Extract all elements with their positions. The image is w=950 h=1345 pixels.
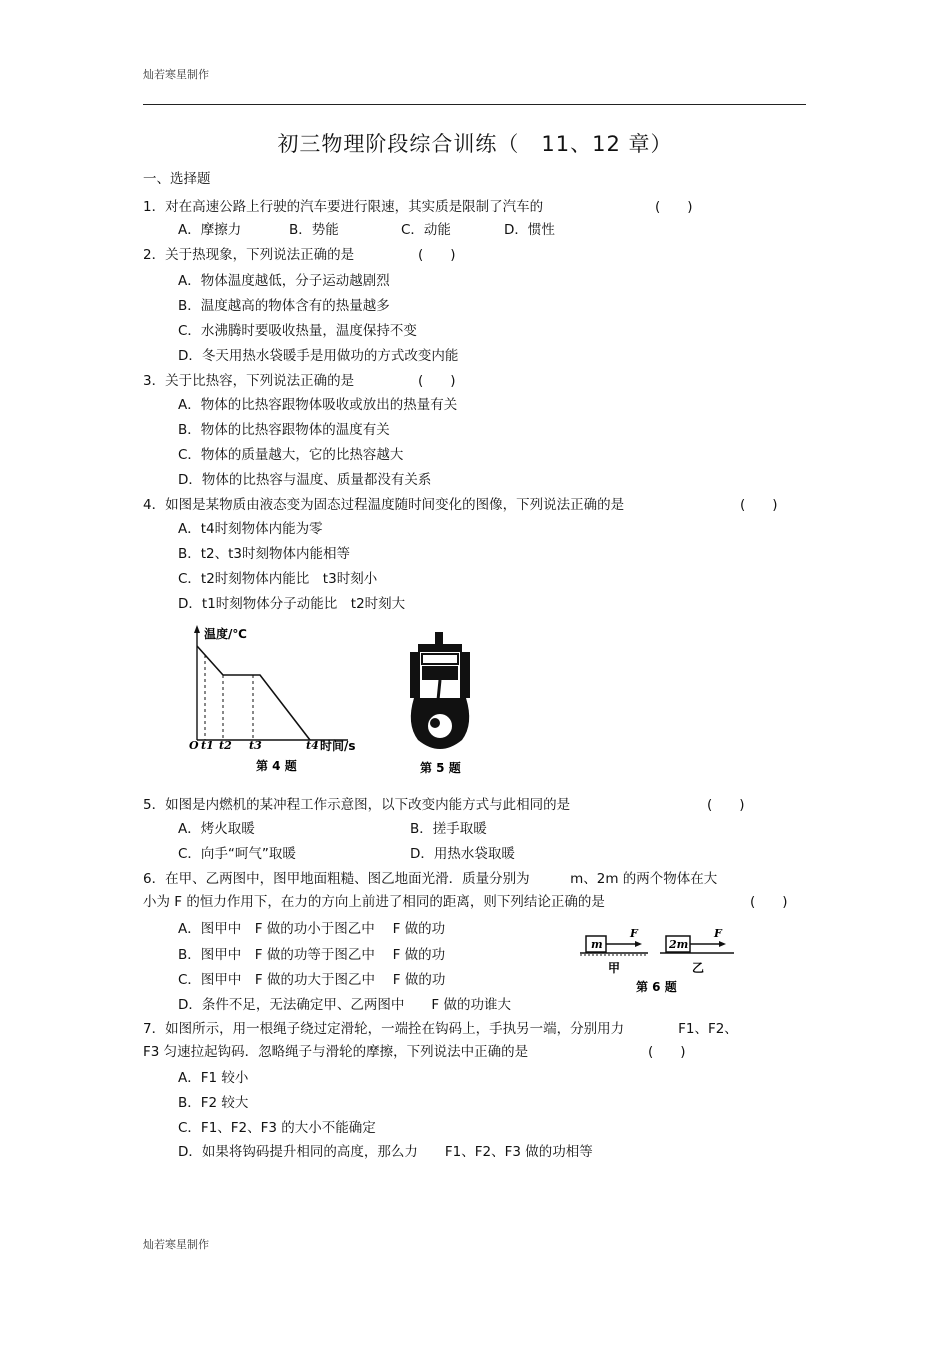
tick-t3: t3 [249,739,262,752]
q3-option-b: B．物体的比热容跟物体的温度有关 [178,422,390,438]
q5-option-b: B．搓手取暖 [410,821,487,837]
spark-plug [435,632,443,644]
block-2m-label: 2m [669,938,689,951]
page-title: 初三物理阶段综合训练（ 11、12 章） [277,132,673,156]
q4-answer-paren: ( ) [740,497,778,513]
cylinder-wall-left [410,652,420,698]
q7-stem-line1: 7．如图所示，用一根绳子绕过定滑轮，一端拴在钩码上，手执另一端，分别用力 F1、F2、 [143,1021,738,1037]
y-axis-arrow-icon [194,625,200,633]
header-rule [143,104,806,105]
section-heading: 一、选择题 [143,171,211,187]
figure-6-label-jia: 甲 [608,961,621,975]
q5-option-d: D．用热水袋取暖 [410,846,515,862]
cylinder-head [418,644,462,652]
force-label-1: F [630,927,638,940]
q6-option-a: A．图甲中 F 做的功小于图乙中 F 做的功 [178,921,446,937]
figure-4-caption: 第 4 题 [256,759,297,773]
q5-option-a: A．烤火取暖 [178,821,255,837]
force-label-2: F [714,927,722,940]
q1-option-b: B．势能 [289,222,339,238]
q1-stem: 1．对在高速公路上行驶的汽车要进行限速，其实质是限制了汽车的 [143,199,544,215]
block-m-label: m [591,938,603,951]
q3-option-a: A．物体的比热容跟物体吸收或放出的热量有关 [178,397,458,413]
tick-t1: t1 [201,739,214,752]
figure-5-engine [400,628,480,778]
q7-option-d: D．如果将钩码提升相同的高度，那么力 F1、F2、F3 做的功相等 [178,1144,593,1160]
tick-t2: t2 [219,739,232,752]
crankshaft [427,713,453,739]
x-axis-label: 时间/s [320,739,356,753]
q3-option-d: D．物体的比热容与温度、质量都没有关系 [178,472,432,488]
q4-option-b: B．t2、t3时刻物体内能相等 [178,546,351,562]
q6-stem-line1: 6．在甲、乙两图中，图甲地面粗糙、图乙地面光滑．质量分别为 m、2m 的两个物体在大 [143,871,718,887]
force-arrow-1-head-icon [635,941,642,947]
page-header: 灿若寒星制作 [143,68,209,81]
q2-option-b: B．温度越高的物体含有的热量越多 [178,298,390,314]
q1-option-c: C．动能 [401,222,451,238]
cylinder-wall-right [460,652,470,698]
figure-4-graph [180,622,370,777]
q3-answer-paren: ( ) [418,373,456,389]
q6-stem-line2: 小为 F 的恒力作用下，在力的方向上前进了相同的距离，则下列结论正确的是 [143,894,605,910]
q4-option-d: D．t1时刻物体分子动能比 t2时刻大 [178,596,406,612]
q4-stem: 4．如图是某物质由液态变为固态过程温度随时间变化的图像，下列说法正确的是 [143,497,625,513]
force-arrow-2-head-icon [719,941,726,947]
q3-stem: 3．关于比热容，下列说法正确的是 [143,373,355,389]
q1-answer-paren: ( ) [655,199,693,215]
page-footer: 灿若寒星制作 [143,1238,209,1251]
q6-option-b: B．图甲中 F 做的功等于图乙中 F 做的功 [178,947,446,963]
q7-option-a: A．F1 较小 [178,1070,249,1086]
q5-option-c: C．向手“呵气”取暖 [178,846,296,862]
q1-option-a: A．摩擦力 [178,222,242,238]
q3-option-c: C．物体的质量越大，它的比热容越大 [178,447,404,463]
figure-5-caption: 第 5 题 [420,761,461,775]
crank-pin [430,718,440,728]
q4-option-a: A．t4时刻物体内能为零 [178,521,323,537]
q6-option-c: C．图甲中 F 做的功大于图乙中 F 做的功 [178,972,446,988]
q7-option-c: C．F1、F2、F3 的大小不能确定 [178,1120,376,1136]
q2-stem: 2．关于热现象，下列说法正确的是 [143,247,355,263]
q7-stem-line2: F3 匀速拉起钩码．忽略绳子与滑轮的摩擦，下列说法中正确的是 [143,1044,529,1060]
q5-stem: 5．如图是内燃机的某冲程工作示意图，以下改变内能方式与此相同的是 [143,797,571,813]
q2-option-d: D．冬天用热水袋暖手是用做功的方式改变内能 [178,348,459,364]
q6-option-d: D．条件不足，无法确定甲、乙两图中 F 做的功谁大 [178,997,511,1013]
q7-answer-paren: ( ) [648,1044,686,1060]
q2-option-c: C．水沸腾时要吸收热量，温度保持不变 [178,323,417,339]
figure-6-label-yi: 乙 [692,961,705,975]
piston [422,666,458,680]
tick-t4: t4 [306,739,319,752]
q7-option-b: B．F2 较大 [178,1095,249,1111]
q2-answer-paren: ( ) [418,247,456,263]
y-axis-label: 温度/℃ [204,627,247,641]
figure-6-caption: 第 6 题 [636,980,677,994]
q1-option-d: D．惯性 [504,222,555,238]
valves [422,654,458,664]
origin-label: O [189,739,199,752]
q5-answer-paren: ( ) [707,797,745,813]
q4-option-c: C．t2时刻物体内能比 t3时刻小 [178,571,378,587]
figure-6-blocks [578,926,738,998]
q6-answer-paren: ( ) [750,894,788,910]
q2-option-a: A．物体温度越低，分子运动越剧烈 [178,273,390,289]
